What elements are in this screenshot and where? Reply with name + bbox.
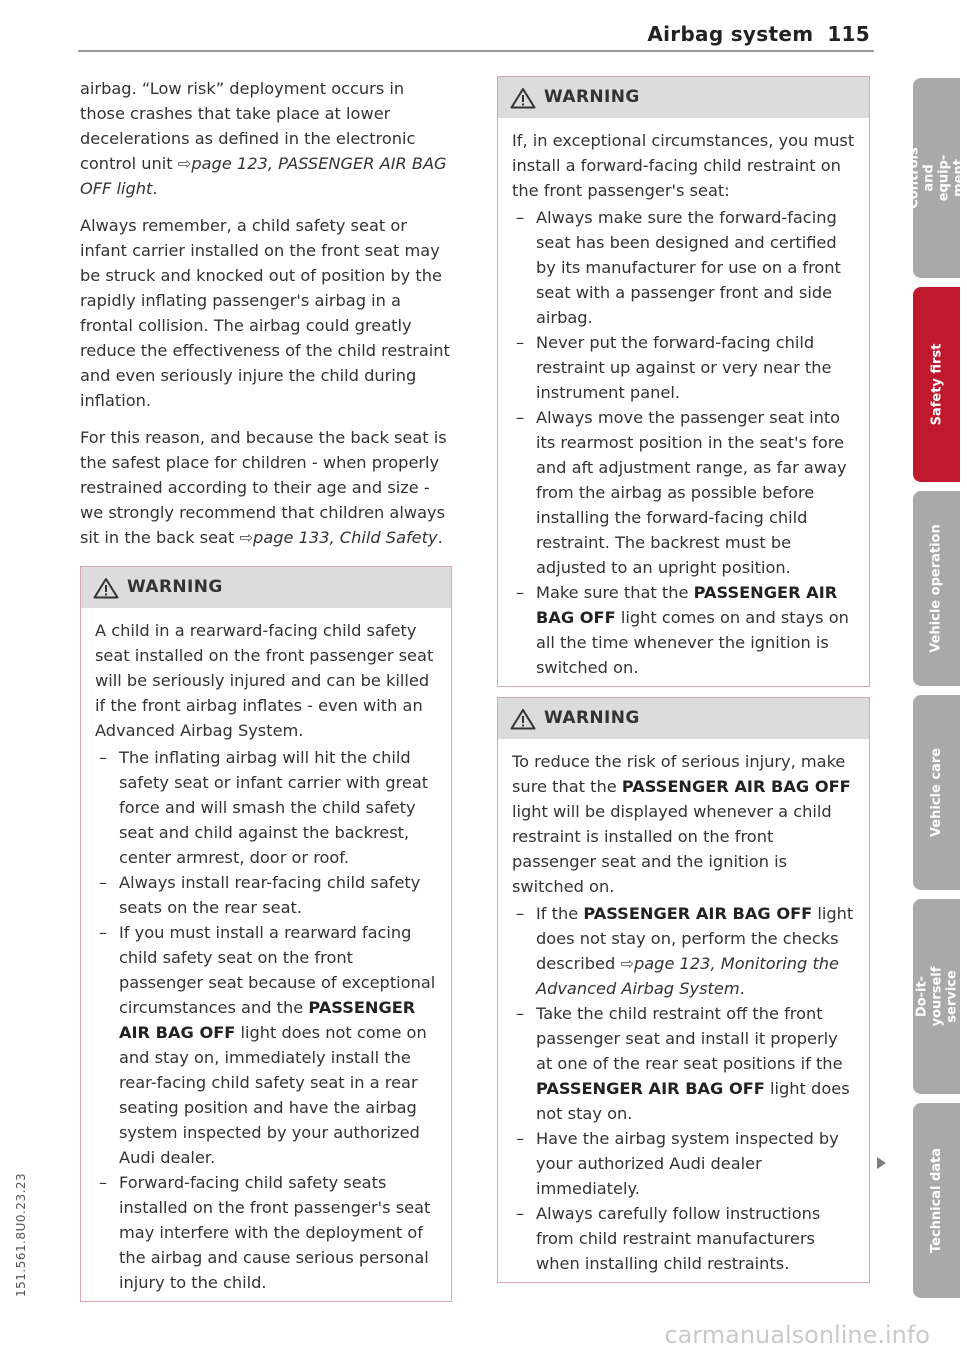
warning-triangle-icon	[510, 87, 536, 109]
section-title: Airbag system	[647, 22, 814, 46]
period: .	[437, 528, 443, 547]
side-tab-nav	[906, 78, 967, 1307]
tab-technical-data[interactable]	[913, 1103, 960, 1298]
list-item: – Never put the forward-facing child restraint up against or very near the instrument panel.	[512, 330, 855, 405]
list-item-text: If the	[536, 904, 579, 923]
list-item	[512, 580, 855, 680]
paragraph-text: airbag. “Low risk” deployment occurs in those crashes that take place at lower decelerations as defined in the electronic control unit	[80, 79, 416, 173]
warning-list	[512, 901, 855, 1276]
list-item: – Always make sure the forward-facing seat has been designed and certified by its manufacturer for use on a front seat with a passenger front and side airbag.	[512, 205, 855, 330]
paragraph-low-risk	[80, 76, 452, 201]
reference-arrow-icon: ⇨	[177, 154, 192, 173]
tab-label: Controls and equip- ment	[906, 147, 967, 209]
warning-body	[498, 739, 869, 1282]
list-item-text: light does not stay on, perform the checks described	[536, 904, 854, 973]
warning-header	[498, 698, 869, 739]
warning-box-rearward-seat	[80, 566, 452, 1302]
reference-arrow-icon: ⇨	[620, 954, 634, 973]
tab-do-it-yourself-service[interactable]	[913, 899, 960, 1094]
list-item-text: light does not come on and stay on, immediately install the rear-facing child safety seat in a rear seating position and have the airbag system inspected by your authorized Audi dealer.	[119, 1023, 427, 1167]
paragraph-back-seat	[80, 425, 452, 550]
list-item-text: Make sure that the	[536, 583, 689, 602]
reference-text: page 123, Monitoring the Advanced Airbag System	[536, 954, 840, 998]
warning-box-forward-facing	[497, 76, 870, 687]
tab-controls-and-equipment[interactable]	[906, 78, 967, 278]
tab-vehicle-care[interactable]	[913, 695, 960, 890]
header-rule	[78, 50, 874, 52]
warning-header	[498, 77, 869, 118]
reference-text: page 123, PASSENGER AIR BAG OFF light	[80, 154, 447, 198]
paragraph-text: For this reason, and because the back seat is the safest place for children - when properly restrained according to their age and size - we strongly recommend that children always sit in the back seat	[80, 428, 447, 547]
warning-body	[498, 118, 869, 686]
indicator-name: PASSENGER AIR BAG OFF	[621, 777, 851, 796]
list-item	[512, 901, 855, 1001]
warning-title: WARNING	[127, 577, 223, 597]
warning-intro: If, in exceptional circumstances, you must install a forward-facing child restraint on the front passenger's seat:	[512, 131, 855, 200]
list-item-text: light does not stay on.	[536, 1079, 850, 1123]
warning-body	[81, 608, 451, 1301]
warning-intro	[512, 749, 855, 899]
warning-list	[95, 745, 437, 1295]
list-item-text: Take the child restraint off the front passenger seat and install it properly at one of the rear seat positions if the	[536, 1004, 843, 1073]
indicator-name: PASSENGER AIR BAG OFF	[583, 904, 813, 923]
tab-safety-first[interactable]	[913, 287, 960, 482]
warning-title: WARNING	[544, 87, 640, 107]
warning-intro: A child in a rearward-facing child safety seat installed on the front passenger seat will be seriously injured and can be killed if the front airbag inflates - even with an Advanced Airbag System.	[95, 621, 434, 740]
watermark: carmanualsonline.info	[664, 1321, 930, 1349]
continue-arrow-icon	[877, 1157, 886, 1169]
warning-list	[512, 205, 855, 680]
page-header	[647, 22, 870, 46]
list-item	[512, 1001, 855, 1126]
warning-header	[81, 567, 451, 608]
page-reference-link[interactable]	[239, 528, 437, 547]
warning-triangle-icon	[93, 577, 119, 599]
tab-vehicle-operation[interactable]	[913, 491, 960, 686]
period: .	[152, 179, 158, 198]
list-item	[95, 920, 437, 1170]
page-number: 115	[827, 22, 870, 46]
list-item-text: If you must install a rearward facing child safety seat on the front passenger seat because of exceptional circumstances and the	[119, 923, 436, 1017]
list-item: – Always install rear-facing child safety seats on the rear seat.	[95, 870, 437, 920]
document-code-text: 151.561.8U0.23.23	[14, 1172, 28, 1297]
tab-label: Vehicle operation	[929, 524, 945, 653]
warning-box-indicator-light	[497, 697, 870, 1283]
left-column	[80, 76, 452, 1302]
indicator-name: PASSENGER AIR BAG OFF	[119, 998, 416, 1042]
right-column	[497, 76, 870, 1283]
paragraph-always-remember: Always remember, a child safety seat or infant carrier installed on the front seat may be struck and knocked out of position by the rapidly inflating passenger's airbag in a frontal collision. The airbag could greatly reduce the effectiveness of the child restraint and even seriously injure the child during inflation.	[80, 216, 450, 410]
list-item: – Always move the passenger seat into its rearmost position in the seat's fore and aft adjustment range, as far away from the airbag as possible before installing the forward-facing child restraint. The backrest must be adjusted to an upright position.	[512, 405, 855, 580]
tab-label: Do-it-yourself service	[914, 966, 960, 1027]
warning-triangle-icon	[510, 708, 536, 730]
tab-label: Safety first	[929, 343, 945, 426]
list-item: – Have the airbag system inspected by your authorized Audi dealer immediately.	[512, 1126, 855, 1201]
warning-title: WARNING	[544, 708, 640, 728]
reference-text: page 133, Child Safety	[253, 528, 438, 547]
indicator-name: PASSENGER AIR BAG OFF	[536, 1079, 765, 1098]
paragraph-text: light will be displayed whenever a child restraint is installed on the front passenger seat and the ignition is switched on.	[512, 802, 832, 896]
indicator-name: PASSENGER AIR BAG OFF	[536, 583, 838, 627]
tab-label: Technical data	[929, 1147, 944, 1254]
period: .	[739, 979, 745, 998]
reference-arrow-icon: ⇨	[239, 528, 254, 547]
list-item: – Always carefully follow instructions from child restraint manufacturers when installing child restraints.	[512, 1201, 855, 1276]
list-item: – Forward-facing child safety seats installed on the front passenger's seat may interfere with the deployment of the airbag and cause serious personal injury to the child.	[95, 1170, 437, 1295]
list-item: – The inflating airbag will hit the child safety seat or infant carrier with great force and will smash the child safety seat and child against the backrest, center armrest, door or roof.	[95, 745, 437, 870]
paragraph-text: To reduce the risk of serious injury, make sure that the	[512, 752, 846, 796]
tab-label: Vehicle care	[929, 747, 944, 838]
list-item-text: light comes on and stays on all the time whenever the ignition is switched on.	[536, 608, 849, 677]
